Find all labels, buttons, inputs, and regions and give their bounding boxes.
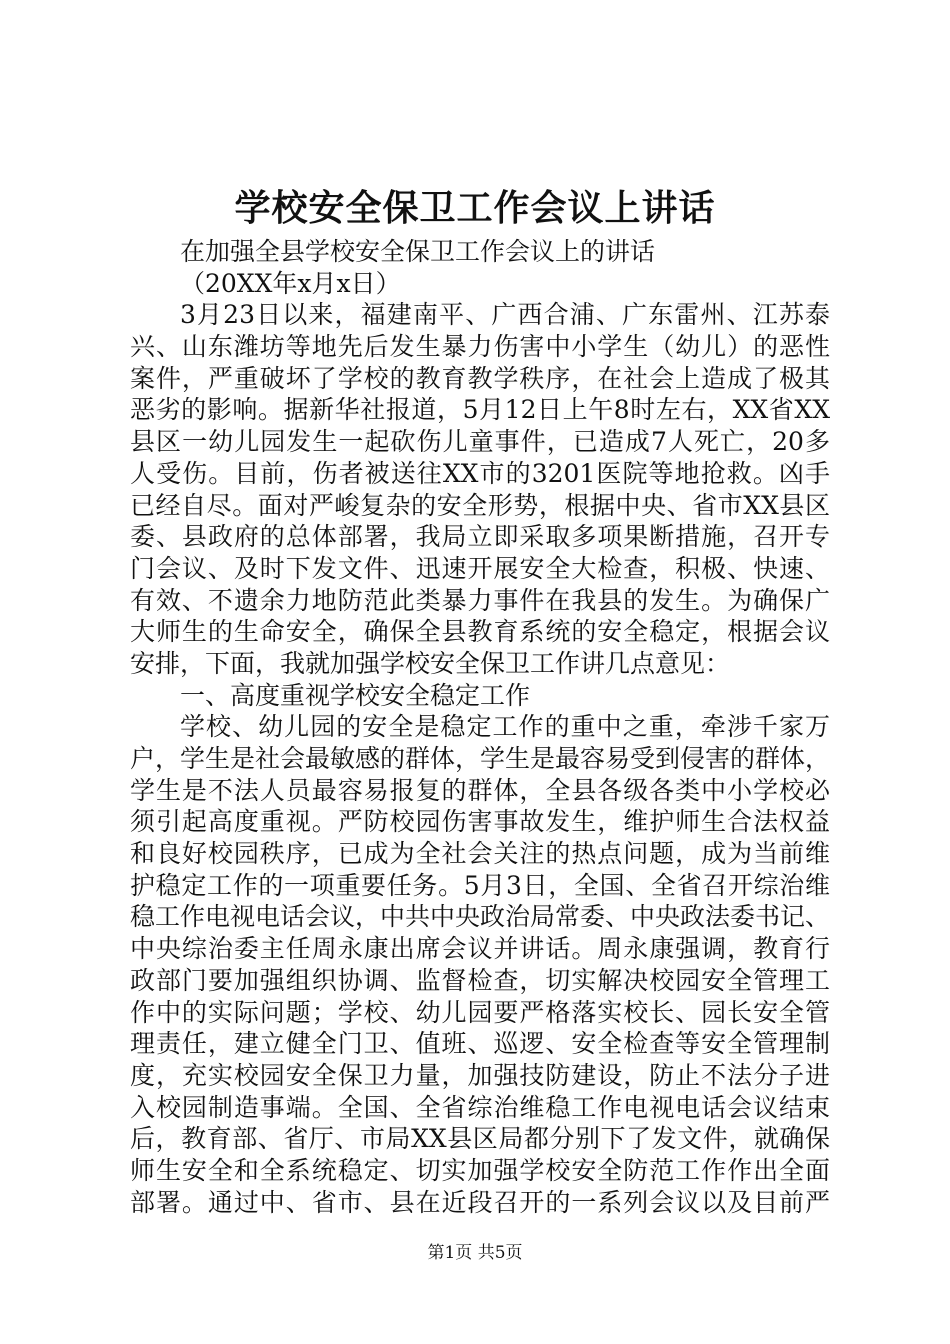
body-text-line: 一、高度重视学校安全稳定工作 (180, 680, 531, 710)
body-text-line: 师生安全和全系统稳定、切实加强学校安全防范工作作出全面 (130, 1155, 830, 1185)
body-text-line: 县区一幼儿园发生一起砍伤儿童事件，已造成7人死亡，20多 (130, 427, 830, 457)
page-footer: 第1页 共5页 (427, 1243, 523, 1263)
body-text-line: 门会议、及时下发文件、迅速开展安全大检查，积极、快速、 (130, 553, 830, 583)
body-text-line: 度，充实校园安全保卫力量，加强技防建设，防止不法分子进 (130, 1060, 830, 1090)
body-text-line: 3月23日以来，福建南平、广西合浦、广东雷州、江苏泰 (180, 300, 830, 330)
body-text-line: 须引起高度重视。严防校园伤害事故发生，维护师生合法权益 (130, 807, 830, 837)
body-text-line: 人受伤。目前，伤者被送往XX市的3201医院等地抢救。凶手 (130, 458, 830, 488)
body-text-line: 大师生的生命安全，确保全县教育系统的安全稳定，根据会议 (130, 617, 830, 647)
body-text-line: 和良好校园秩序，已成为全社会关注的热点问题，成为当前维 (130, 839, 830, 869)
body-text-line: 在加强全县学校安全保卫工作会议上的讲话 (180, 237, 656, 266)
body-text-line: 作中的实际问题；学校、幼儿园要严格落实校长、园长安全管 (130, 997, 830, 1027)
body-text-line: 入校园制造事端。全国、全省综治维稳工作电视电话会议结束 (130, 1092, 830, 1122)
body-text-line: 委、县政府的总体部署，我局立即采取多项果断措施，召开专 (130, 522, 830, 552)
body-text-line: 户，学生是社会最敏感的群体，学生是最容易受到侵害的群体， (130, 744, 831, 773)
body-text-line: （20XX年x月x日） (180, 268, 401, 298)
document-body (130, 236, 830, 1218)
body-text-line: 护稳定工作的一项重要任务。5月3日，全国、全省召开综治维 (130, 870, 830, 900)
body-text-line: 安排，下面，我就加强学校安全保卫工作讲几点意见： (130, 648, 731, 678)
body-text-line: 已经自尽。面对严峻复杂的安全形势，根据中央、省市XX县区 (130, 490, 830, 520)
body-text-line: 后，教育部、省厅、市局XX县区局都分别下了发文件，就确保 (130, 1124, 830, 1154)
body-text-line: 政部门要加强组织协调、监督检查，切实解决校园安全管理工 (130, 965, 830, 995)
body-text-line: 恶劣的影响。据新华社报道，5月12日上午8时左右，XX省XX (130, 395, 830, 425)
body-text-line: 有效、不遗余力地防范此类暴力事件在我县的发生。为确保广 (130, 585, 830, 615)
body-text-line: 案件，严重破坏了学校的教育教学秩序，在社会上造成了极其 (130, 363, 830, 393)
body-text-line: 学校、幼儿园的安全是稳定工作的重中之重，牵涉千家万 (180, 712, 830, 742)
body-text-line: 兴、山东潍坊等地先后发生暴力伤害中小学生（幼儿）的恶性 (130, 332, 830, 362)
body-text-line: 稳工作电视电话会议，中共中央政治局常委、中央政法委书记、 (130, 902, 831, 932)
document-title: 学校安全保卫工作会议上讲话 (234, 187, 716, 229)
body-text-line: 学生是不法人员最容易报复的群体，全县各级各类中小学校必 (130, 775, 830, 805)
body-text-line: 理责任，建立健全门卫、值班、巡逻、安全检查等安全管理制 (130, 1029, 830, 1059)
body-text-line: 部署。通过中、省市、县在近段召开的一系列会议以及目前严 (130, 1187, 830, 1217)
body-text-line: 中央综治委主任周永康出席会议并讲话。周永康强调，教育行 (130, 934, 830, 964)
